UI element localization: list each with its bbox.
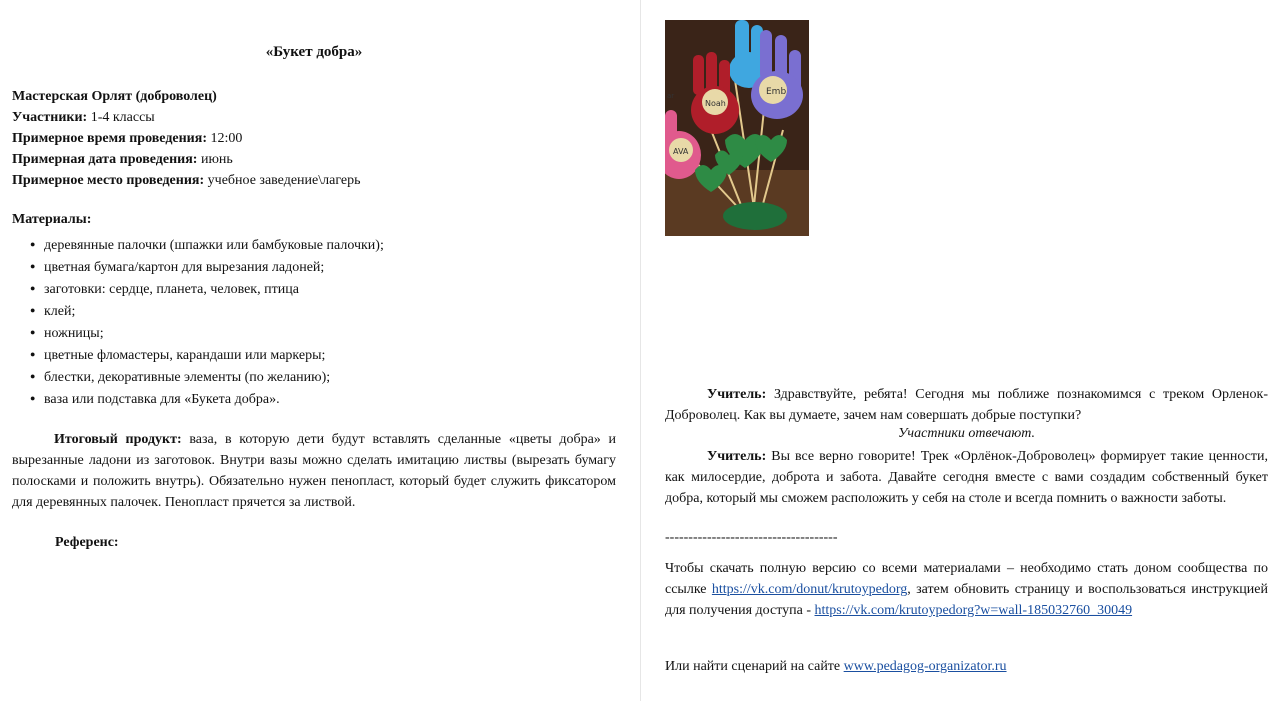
site-line: [665, 659, 1007, 675]
place-line: [12, 173, 361, 189]
list-item: ● цветные фломастеры, карандаши или маркеры;: [30, 343, 384, 365]
participants-value: 1-4 классы: [87, 110, 155, 125]
page-divider: [640, 0, 641, 701]
product-text: ваза, в которую дети будут вставлять сделанные «цветы добра» и вырезанные ладони из заготовок. Внутри вазы можно сделать имитацию листвы (вырезать бумагу полосками и положить внутрь). Обязательно нужен пенопласт, который будет служить фиксатором для деревянных палочек. Пенопласт прячется за листвой.: [12, 432, 617, 510]
final-product-paragraph: [12, 429, 616, 513]
photo-label: Emb: [766, 87, 787, 97]
list-item: ● ножницы;: [30, 321, 384, 343]
list-item: ● блестки, декоративные элементы (по желанию);: [30, 365, 384, 387]
teacher-speech-text: Здравствуйте, ребята! Сегодня мы поближе познакомимся с треком Орленок-Доброволец. Как вы думаете, зачем нам совершать добрые поступки?: [665, 387, 1268, 423]
photo-label: ar: [667, 92, 675, 100]
download-text: Чтобы скачать полную версию со всеми материалами – необходимо стать доном сообщества по ссылке: [665, 561, 1268, 597]
list-item: ● заготовки: сердце, планета, человек, птица: [30, 277, 384, 299]
teacher-speech-text: Вы все верно говорите! Трек «Орлёнок-Доброволец» формирует такие ценности, как милосердие, доброта и забота. Давайте сегодня вместе с вами создадим собственный букет добра, который мы сможем расположить у себя на столе и всегда помнить о важности заботы.: [665, 449, 1268, 506]
list-item: ● ваза или подставка для «Букета добра».: [30, 387, 384, 409]
date-value: июнь: [197, 152, 233, 167]
teacher-label: Учитель:: [707, 387, 767, 402]
participants-label: Участники:: [12, 110, 88, 125]
date-line: [12, 152, 233, 168]
download-text: , затем обновить страницу и воспользоваться инструкцией для получения доступа -: [665, 582, 1268, 618]
site-text: Или найти сценарий на сайте: [665, 659, 844, 674]
materials-heading: Материалы:: [12, 212, 92, 227]
download-paragraph: [665, 558, 1268, 621]
wall-link[interactable]: https://vk.com/krutoypedorg?w=wall-185032760_30049: [814, 603, 1133, 618]
date-label: Примерная дата проведения:: [12, 152, 198, 167]
teacher-label: Учитель:: [707, 449, 767, 464]
place-value: учебное заведение\лагерь: [204, 173, 361, 188]
reference-label: Референс:: [55, 535, 119, 550]
photo-label: AVA: [673, 147, 689, 156]
reference-photo: [665, 20, 809, 236]
separator-line: -------------------------------------: [665, 530, 838, 545]
time-label: Примерное время проведения:: [12, 131, 207, 146]
list-item: ● цветная бумага/картон для вырезания ладоней;: [30, 255, 384, 277]
photo-label: Noah: [705, 99, 726, 108]
site-link[interactable]: www.pedagog-organizator.ru: [843, 659, 1007, 674]
place-label: Примерное место проведения:: [12, 173, 205, 188]
list-item: ● деревянные палочки (шпажки или бамбуковые палочки);: [30, 233, 384, 255]
time-value: 12:00: [207, 131, 243, 146]
workshop-name: Мастерская Орлят (доброволец): [12, 89, 217, 104]
teacher-speech-1: [665, 384, 1268, 426]
participants-line: [12, 110, 155, 126]
time-line: [12, 131, 242, 147]
document-title: «Букет добра»: [265, 44, 363, 60]
list-item: ● клей;: [30, 299, 384, 321]
teacher-speech-2: [665, 446, 1268, 509]
bouquet-illustration: [665, 20, 809, 236]
participants-answer: Участники отвечают.: [898, 426, 1035, 441]
materials-list: [30, 233, 384, 409]
donut-link[interactable]: https://vk.com/donut/krutoypedorg: [711, 582, 908, 597]
product-label: Итоговый продукт:: [54, 432, 182, 447]
